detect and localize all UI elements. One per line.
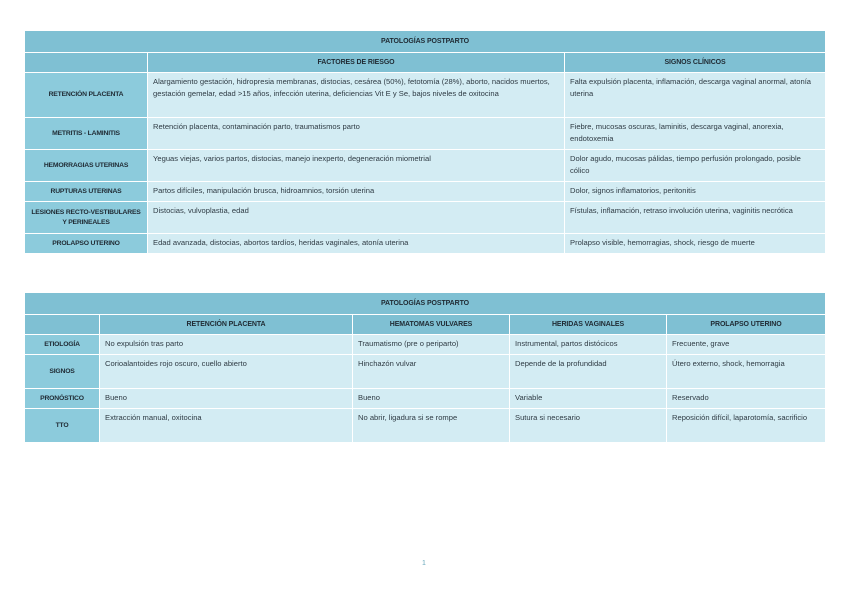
table-cell: Corioalantoides rojo oscuro, cuello abierto [100,355,353,389]
table-row [25,355,826,389]
row-label: PRONÓSTICO [25,389,100,409]
table-cell: Reservado [667,389,826,409]
cell-signos: Prolapso visible, hemorragias, shock, riesgo de muerte [565,234,826,254]
table-title: PATOLOGÍAS POSTPARTO [25,31,826,53]
row-label: LESIONES RECTO-VESTIBULARES Y PERINEALES [25,202,148,234]
table-cell: Extracción manual, oxitocina [100,409,353,443]
table-cell: Bueno [353,389,510,409]
table-cell: Hinchazón vulvar [353,355,510,389]
header-factores: FACTORES DE RIESGO [148,53,565,73]
table-cell: Útero externo, shock, hemorragia [667,355,826,389]
header-hematomas: HEMATOMAS VULVARES [353,315,510,335]
table-cell: Traumatismo (pre o periparto) [353,335,510,355]
header-empty [25,53,148,73]
table-cell: Bueno [100,389,353,409]
table-row [25,389,826,409]
table-row [25,182,826,202]
table-cell: Frecuente, grave [667,335,826,355]
cell-signos: Falta expulsión placenta, inflamación, descarga vaginal anormal, atonía uterina [565,73,826,118]
row-label: RETENCIÓN PLACENTA [25,73,148,118]
cell-factores: Alargamiento gestación, hidropresia membranas, distocias, cesárea (50%), fetotomía (28%), aborto, nacidos muertos, gestación gemelar, edad >15 años, infección uterina, deficiencias Vit E y Se, bajos niveles de oxitocina [148,73,565,118]
header-empty [25,315,100,335]
table-row [25,73,826,118]
table-cell: Instrumental, partos distócicos [510,335,667,355]
cell-factores: Edad avanzada, distocias, abortos tardíos, heridas vaginales, atonía uterina [148,234,565,254]
table-cell: No abrir, ligadura si se rompe [353,409,510,443]
table-cell: Depende de la profundidad [510,355,667,389]
cell-factores: Distocias, vulvoplastia, edad [148,202,565,234]
table-title: PATOLOGÍAS POSTPARTO [25,293,826,315]
row-label: PROLAPSO UTERINO [25,234,148,254]
cell-signos: Dolor, signos inflamatorios, peritonitis [565,182,826,202]
row-label: TTO [25,409,100,443]
header-signos: SIGNOS CLÍNICOS [565,53,826,73]
page-number: 1 [422,560,426,567]
table-row [25,335,826,355]
table-cell: Sutura si necesario [510,409,667,443]
table-row [25,234,826,254]
comparison-table [24,292,826,443]
row-label: RUPTURAS UTERINAS [25,182,148,202]
table-cell: Variable [510,389,667,409]
cell-factores: Retención placenta, contaminación parto, traumatismos parto [148,118,565,150]
table-cell: No expulsión tras parto [100,335,353,355]
row-label: ETIOLOGÍA [25,335,100,355]
table-row [25,118,826,150]
table-row [25,202,826,234]
header-retencion: RETENCIÓN PLACENTA [100,315,353,335]
cell-signos: Fiebre, mucosas oscuras, laminitis, descarga vaginal, anorexia, endotoxemia [565,118,826,150]
header-prolapso: PROLAPSO UTERINO [667,315,826,335]
table-row [25,409,826,443]
risk-factors-table [24,30,826,254]
table-row [25,150,826,182]
row-label: SIGNOS [25,355,100,389]
cell-signos: Dolor agudo, mucosas pálidas, tiempo perfusión prolongado, posible cólico [565,150,826,182]
table-cell: Reposición difícil, laparotomía, sacrificio [667,409,826,443]
cell-factores: Yeguas viejas, varios partos, distocias, manejo inexperto, degeneración miometrial [148,150,565,182]
cell-factores: Partos difíciles, manipulación brusca, hidroamnios, torsión uterina [148,182,565,202]
cell-signos: Fístulas, inflamación, retraso involución uterina, vaginitis necrótica [565,202,826,234]
row-label: METRITIS - LAMINITIS [25,118,148,150]
header-heridas: HERIDAS VAGINALES [510,315,667,335]
row-label: HEMORRAGIAS UTERINAS [25,150,148,182]
